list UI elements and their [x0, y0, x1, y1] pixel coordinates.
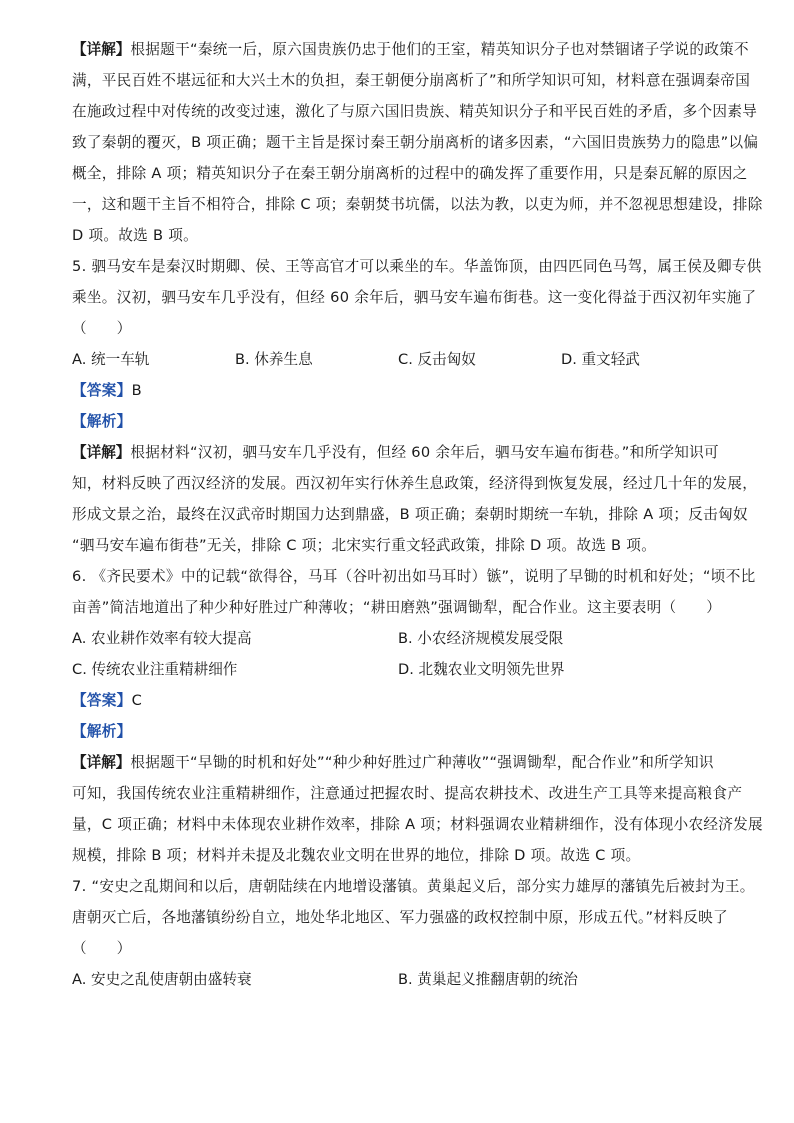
option-a: A. 农业耕作效率有较大提高: [72, 630, 252, 647]
answer-line: [72, 375, 724, 406]
answer-label: 【答案】: [72, 692, 132, 709]
analysis-label: 【解析】: [72, 723, 132, 740]
explanation-line: 在施政过程中对传统的改变过速，激化了与原六国旧贵族、精英知识分子和平民百姓的矛盾，多个因素导: [72, 103, 758, 120]
detail-label: 【详解】: [72, 41, 131, 58]
detail-label: 【详解】: [72, 444, 131, 461]
answer-value: C: [131, 692, 143, 709]
detail-line: 量，C 项正确；材料中未体现农业耕作效率，排除 A 项；材料强调农业精耕细作，没有体现小农经济发展: [72, 816, 763, 833]
detail-line: 规模，排除 B 项；材料并未提及北魏农业文明在世界的地位，排除 D 项。故选 C 项。: [72, 847, 641, 864]
option-b: B. 小农经济规模发展受限: [398, 630, 564, 647]
question-7: [72, 871, 755, 995]
answer-label: 【答案】: [72, 382, 132, 399]
options-row: [72, 344, 724, 375]
detail-line: 可知，我国传统农业注重精耕细作，注意通过把握农时、提高农耕技术、改进生产工具等来提高粮食产: [72, 785, 743, 802]
options-row: [72, 623, 724, 654]
analysis-line: [72, 406, 724, 437]
analysis-label: 【解析】: [72, 413, 132, 430]
question-stem-line: 7. “安史之乱期间和以后，唐朝陆续在内地增设藩镇。黄巢起义后，部分实力雄厚的藩镇先后被封为王。: [72, 878, 755, 895]
question-6: [72, 561, 763, 871]
q4-explanation: [72, 34, 763, 251]
option-d: D. 重文轻武: [561, 351, 640, 368]
question-stem-line: 5. 驷马安车是秦汉时期卿、侯、王等高官才可以乘坐的车。华盖饰顶，由四匹同色马驾，属王侯及卿专供: [72, 258, 762, 275]
option-d: D. 北魏农业文明领先世界: [398, 661, 565, 678]
detail-line: “驷马安车遍布街巷”无关，排除 C 项；北宋实行重文轻武政策，排除 D 项。故选 B 项。: [72, 537, 657, 554]
detail-line: 【详解】根据题干“早锄的时机和好处”“种少种好胜过广种薄收”“强调锄犁，配合作业”和所学知识: [72, 754, 714, 771]
question-stem-line: （ ）: [72, 320, 132, 337]
document-page: [72, 34, 763, 995]
option-b: B. 休养生息: [235, 351, 313, 368]
detail-line: 【详解】根据材料“汉初，驷马安车几乎没有，但经 60 余年后，驷马安车遍布街巷。”和所学知识可: [72, 444, 719, 461]
question-stem-line: 亩善”简洁地道出了种少种好胜过广种薄收；“耕田磨熟”强调锄犁，配合作业。这主要表明（ ）: [72, 599, 722, 616]
answer-line: [72, 685, 724, 716]
option-a: A. 安史之乱使唐朝由盛转衰: [72, 971, 252, 988]
options-row: [72, 654, 724, 685]
explanation-line: 满，平民百姓不堪远征和大兴土木的负担，秦王朝便分崩离析了”和所学知识可知，材料意在强调秦帝国: [72, 72, 751, 89]
detail-label: 【详解】: [72, 754, 131, 771]
explanation-line: D 项。故选 B 项。: [72, 227, 199, 244]
detail-line: 知，材料反映了西汉经济的发展。西汉初年实行休养生息政策，经济得到恢复发展，经过几十年的发展，: [72, 475, 758, 492]
option-b: B. 黄巢起义推翻唐朝的统治: [398, 971, 578, 988]
analysis-line: [72, 716, 724, 747]
explanation-line: 一，这和题干主旨不相符合，排除 C 项；秦朝焚书坑儒，以法为教，以吏为师，并不忽视思想建设，排除: [72, 196, 763, 213]
explanation-line: 概全，排除 A 项；精英知识分子在秦王朝分崩离析的过程中的确发挥了重要作用，只是秦瓦解的原因之: [72, 165, 748, 182]
option-a: A. 统一车轨: [72, 351, 150, 368]
question-stem-line: （ ）: [72, 940, 132, 957]
question-stem-line: 6. 《齐民要术》中的记载“欲得谷，马耳（谷叶初出如马耳时）镞”，说明了早锄的时机和好处；“顷不比: [72, 568, 756, 585]
option-c: C. 传统农业注重精耕细作: [72, 661, 238, 678]
question-stem-line: 唐朝灭亡后，各地藩镇纷纷自立，地处华北地区、军力强盛的政权控制中原，形成五代。”材料反映了: [72, 909, 728, 926]
explanation-line: 【详解】根据题干“秦统一后，原六国贵族仍忠于他们的王室，精英知识分子也对禁锢诸子学说的政策不: [72, 41, 749, 58]
explanation-line: 致了秦朝的覆灭，B 项正确；题干主旨是探讨秦王朝分崩离析的诸多因素，“六国旧贵族势力的隐患”以偏: [72, 134, 759, 151]
answer-value: B: [131, 382, 142, 399]
option-c: C. 反击匈奴: [398, 351, 476, 368]
question-5: [72, 251, 762, 561]
options-row: [72, 964, 724, 995]
detail-line: 形成文景之治，最终在汉武帝时期国力达到鼎盛，B 项正确；秦朝时期统一车轨，排除 A 项；反击匈奴: [72, 506, 748, 523]
question-stem-line: 乘坐。汉初，驷马安车几乎没有，但经 60 余年后，驷马安车遍布街巷。这一变化得益于西汉初年实施了: [72, 289, 757, 306]
